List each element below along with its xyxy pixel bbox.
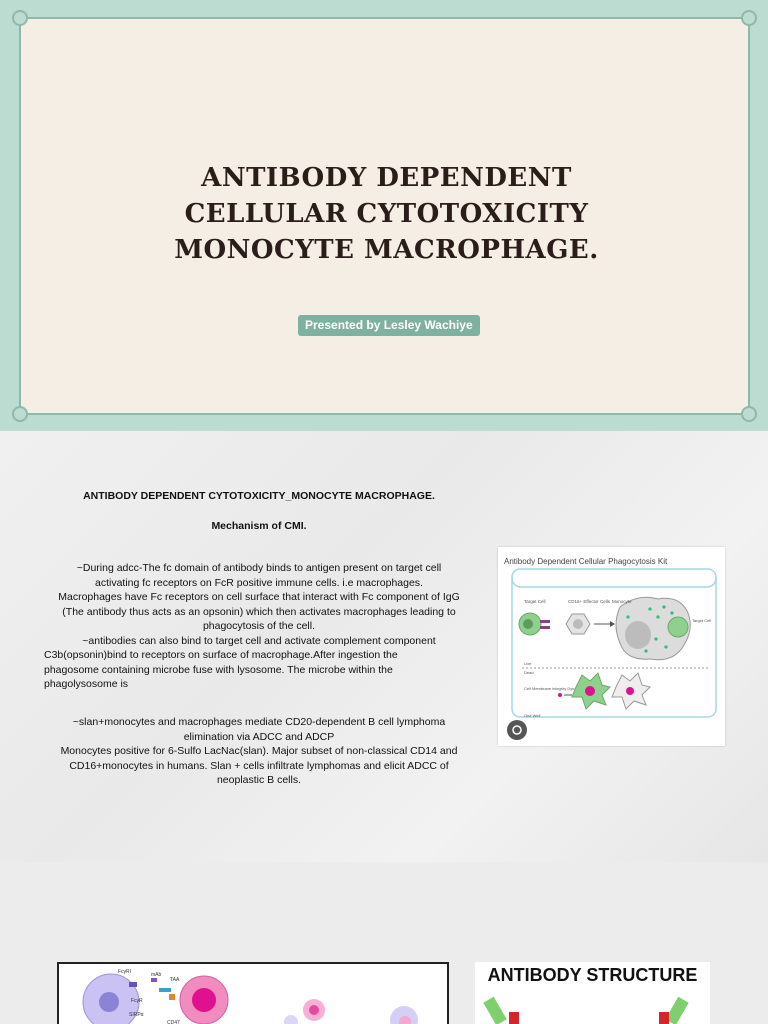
corner-ornament (741, 406, 757, 422)
mechanism-diagram (57, 962, 449, 1024)
heavy-chain-left (483, 997, 506, 1024)
effector-nucleus (573, 619, 583, 629)
slide-title (21, 160, 752, 268)
text-line: Macrophages have Fc receptors on cell surface that interact with Fc component of IgG (58, 591, 460, 603)
text-line: neoplastic B cells. (216, 774, 302, 786)
title-line: MONOCYTE MACROPHAGE. (174, 235, 599, 265)
text-line: C3b(opsonin)bind to receptors on surface of macrophage.After ingestion the (44, 649, 398, 661)
antibody-svg (475, 962, 710, 1024)
text-line: ~antibodies can also bind to target cell and activate complement component (82, 634, 436, 647)
arrow-head (610, 621, 615, 627)
lens-icon[interactable] (507, 720, 527, 740)
adcp-diagram (498, 547, 725, 746)
title-card (19, 17, 750, 415)
lymphoma-nucleus (192, 988, 216, 1012)
antibody-structure-figure (475, 962, 710, 1024)
label-effector: CD16+ Effector Cells (568, 599, 611, 604)
label-taa: TAA (170, 977, 180, 983)
label-mab: mAb (151, 972, 162, 978)
corner-ornament (12, 406, 28, 422)
label-membrane: Cell Membrane integrity Dye (524, 686, 575, 691)
label-cd47: CD47 (167, 1020, 180, 1024)
text-line: Monocytes positive for 6-Sulfo LacNac(slan). Major subset of non-classical CD14 and (60, 745, 458, 757)
figure-title: Antibody Dependent Cellular Phagocytosis Kit (504, 557, 668, 566)
text-line: (The antibody thus acts as an opsonin) which then activates macrophages leading to (62, 605, 456, 618)
monocyte-nucleus (625, 621, 651, 649)
text-line: ~slan+monocytes and macrophages mediate CD20-dependent B cell lymphoma (72, 716, 446, 728)
label-fcyr: FcγR (131, 998, 143, 1004)
light-chain-left (509, 1012, 519, 1024)
label-target-right: Target Cell (692, 618, 712, 623)
well-top (512, 577, 716, 587)
slide-heading: ANTIBODY DEPENDENT CYTOTOXICITY_MONOCYTE MACROPHAGE. (83, 490, 435, 502)
text-line: elimination via ADCC and ADCP (183, 730, 335, 743)
corner-ornament (12, 10, 28, 26)
label-fcgr: FcγRI (118, 969, 132, 975)
title-line: CELLULAR CYTOTOXICITY (184, 199, 589, 229)
label-sirpa: SIRPα (129, 1012, 144, 1018)
label-well: One Well (524, 713, 541, 718)
monocyte-nucleus (99, 992, 119, 1012)
slide-subheading: Mechanism of CMI. (211, 520, 307, 532)
corner-ornament (741, 10, 757, 26)
text-line: activating fc receptors on FcR positive immune cells. i.e macrophages. (95, 576, 423, 589)
presenter-badge: Presented by Lesley Wachiye (298, 315, 480, 336)
antibody-mark (540, 626, 550, 629)
text-line: phagocytosis of the cell. (202, 620, 316, 632)
antibody-mark (540, 620, 550, 623)
light-chain-right (659, 1012, 669, 1024)
text-line: phagosome containing microbe fuse with lysosome. The microbe within the (44, 663, 393, 676)
text-line: phagolysosome is (44, 678, 129, 690)
engulfed-target (668, 617, 688, 637)
title-line: ANTIBODY DEPENDENT (201, 163, 572, 193)
title-slide (0, 0, 768, 431)
label-target: Target Cell (524, 599, 546, 604)
label-dead: Dead (524, 670, 534, 675)
label-live: Live (524, 661, 532, 666)
adcp-kit-figure (498, 547, 725, 746)
text-line: CD16+monocytes in humans. Slan + cells infiltrate lymphomas and elicit ADCC of (69, 759, 449, 772)
label-monocyte: Monocyte (612, 599, 632, 604)
paragraph-slan (44, 715, 474, 788)
antibody-structure-title: ANTIBODY STRUCTURE (487, 965, 698, 985)
target-cell-nucleus (523, 619, 533, 629)
text-line: ~During adcc-The fc domain of antibody binds to antigen present on target cell (76, 562, 442, 574)
paragraph-adcc (44, 561, 474, 692)
mechanism-svg (59, 964, 449, 1024)
